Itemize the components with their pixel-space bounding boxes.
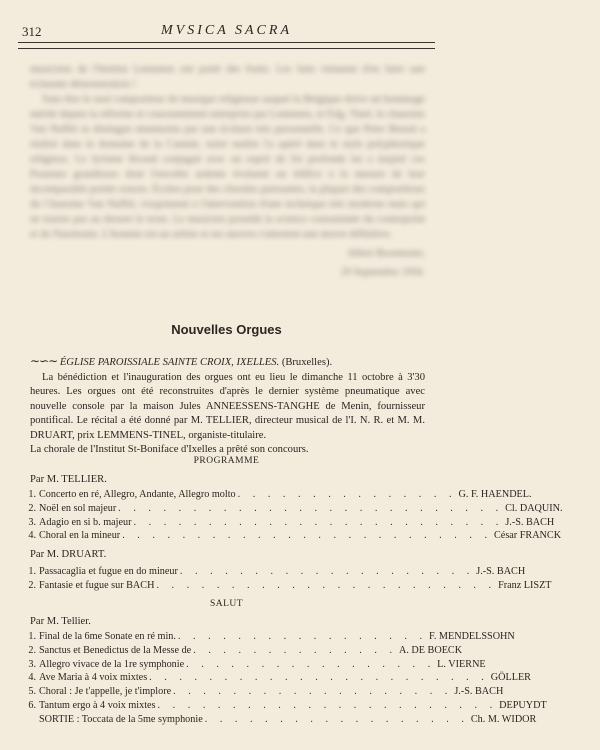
programme-row: 1. Concerto en ré, Allegro, Andante, Allegro molto . . . . . . . . . . . . . . . G. F. HAENDEL. <box>28 489 532 500</box>
programme-row: 2. Noël en sol majeur . . . . . . . . . . . . . . . . . . . . . . . . . . Cl. DAQUIN. <box>28 502 563 514</box>
programme-row: 6. Tantum ergo à 4 voix mixtes . . . . . . . . . . . . . . . . . . . . . . . DEPUYDT <box>28 699 547 711</box>
church-text-chorale: La chorale de l'Institut St-Boniface d'Ixelles a prêté son concours. <box>30 444 309 455</box>
blurred-paragraph: Sans être le seul compositeur de musique religieuse auquel la Belgique doive un hommage mérité depuis la réforme et couronnement entreprise par Lemmens, et Edg. Tinel, le chanoine Van Nuffel se distingue néanmoins par une écriture très personnelle. Ce que Peter Benoit a réalisé dans le domaine de la Cantate, notre maître l'a opéré dans le style polyphonique religieux. Le lyrisme fécond conjugué avec un esprit de foi profonde lui a inspiré ces Psaumes grandioses dont l'envolée ardente évoluent un édifice à la mesure de leur incomparable portée sonore. Écrites pour des chorales puissantes, la plupart des compositions du Chanoine Van Nuffel, s'expriment à l'intervention d'une technique très moderne mais qui ne tourne pas au dessert le texte. Le musicien possède la science consommée du contrepoint et de l'harmonie. L'homme est un artiste et ses œuvres s'attestent une œuvre définitive. <box>30 94 425 240</box>
salut-label: SALUT <box>209 599 244 609</box>
programme-list-1 <box>22 489 563 544</box>
church-announcement <box>30 354 425 458</box>
church-heading-line <box>30 354 425 371</box>
programme-row: 3. Allegro vivace de la 1re symphonie . . . . . . . . . . . . . . . . . L. VIERNE <box>28 658 486 670</box>
programme-label: PROGRAMME <box>193 456 260 466</box>
church-heading: ÉGLISE PAROISSIALE SAINTE CROIX, IXELLES. <box>59 357 280 368</box>
programme-row-sortie: SORTIE : Toccata de la 5me symphonie . . . . . . . . . . . . . . . . . . Ch. M. WIDOR <box>39 713 537 725</box>
programme-list-2 <box>22 566 552 594</box>
signature: Albert Boonmaier, <box>346 248 425 259</box>
programme-row: 4. Ave Maria à 4 voix mixtes . . . . . . . . . . . . . . . . . . . . . . . GÖLLER <box>28 672 531 684</box>
page-header <box>18 22 435 43</box>
header-rule <box>18 48 435 49</box>
section-title: Nouvelles Orgues <box>171 322 282 337</box>
programme-row: 2. Sanctus et Benedictus de la Messe de . . . . . . . . . . . . . . A. DE BOECK <box>28 644 463 656</box>
blurred-text-block <box>30 62 425 292</box>
church-text: La bénédiction et l'inauguration des orgues ont eu lieu le dimanche 11 octobre à 3'30 heures. Les orgues ont été reconstruites d'après le dernier système pneumatique avec nouvelle console par la maison Jules ANNEESSENS-TANGHE de Menin, fournisseur pontifical. Le récital a été donné par M. TELLIER, directeur musical de l'I. N. R. et M. M. DRUART, prix LEMMENS-TINEL, organiste-titulaire. <box>30 371 425 441</box>
page-number: 312 <box>22 24 42 39</box>
signature-date: 29 Septembre 1956. <box>340 267 425 278</box>
programme-row: 1. Passacaglia et fugue en do mineur . . . . . . . . . . . . . . . . . . . . J.-S. BACH <box>28 566 526 577</box>
performer-tellier: Par M. TELLIER. <box>30 474 107 485</box>
programme-row: 3. Adagio en si b. majeur . . . . . . . . . . . . . . . . . . . . . . . . . J.-S. BACH <box>28 516 555 528</box>
ornament-icon: ∼∽∼ <box>30 354 58 368</box>
blurred-paragraph: musiciens de l'Institut Lemmens ont porté des fruits. Les faits viennent d'en faire une éclatante démonstration ! <box>30 64 425 90</box>
programme-row: 5. Choral : Je t'appelle, je t'implore . . . . . . . . . . . . . . . . . . . J.-S. BACH <box>28 686 504 698</box>
performer-tellier-salut: Par M. Tellier. <box>30 616 91 627</box>
programme-row: 4. Choral en la mineur . . . . . . . . . . . . . . . . . . . . . . . . . César FRANCK <box>28 530 562 542</box>
performer-druart: Par M. DRUART. <box>30 549 107 560</box>
running-title: MVSICA SACRA <box>160 23 292 38</box>
programme-list-3 <box>22 631 547 728</box>
programme-row: 2. Fantasie et fugue sur BACH . . . . . . . . . . . . . . . . . . . . . . . Franz LISZT <box>28 579 552 591</box>
church-city: (Bruxelles). <box>281 357 333 368</box>
programme-row: 1. Final de la 6me Sonate en ré min. . . . . . . . . . . . . . . . . . F. MENDELSSOHN <box>28 631 515 642</box>
